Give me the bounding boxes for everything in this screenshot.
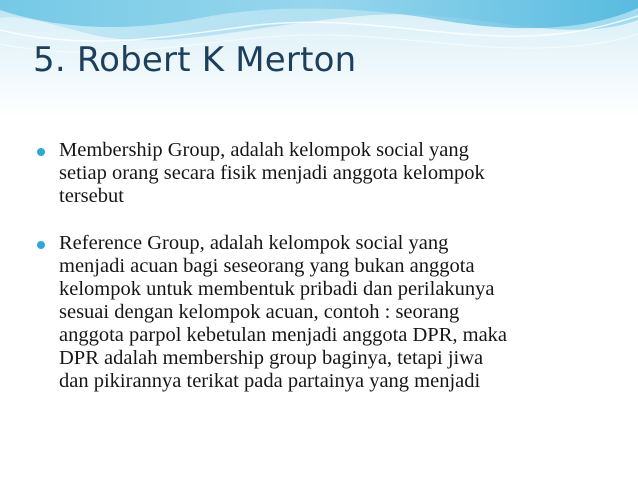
bullet-dot-icon	[37, 148, 45, 156]
slide-title: 5. Robert K Merton	[33, 40, 357, 80]
bullet-line: Reference Group, adalah kelompok social yang	[59, 232, 449, 254]
bullet-line: kelompok untuk membentuk pribadi dan perilakunya	[59, 278, 495, 300]
bullet-item-reference-group	[37, 232, 627, 393]
bullet-line: DPR adalah membership group baginya, tetapi jiwa	[59, 347, 484, 369]
bullet-line: dan pikirannya terikat pada partainya yang menjadi	[59, 370, 481, 392]
bullet-item-membership-group	[37, 139, 627, 208]
bullet-dot-icon	[37, 241, 45, 249]
bullet-line: setiap orang secara fisik menjadi anggota kelompok	[59, 162, 485, 184]
bullet-line: Membership Group, adalah kelompok social yang	[59, 139, 469, 161]
bullet-line: sesuai dengan kelompok acuan, contoh : seorang	[59, 301, 460, 323]
bullet-line: tersebut	[59, 185, 124, 207]
bullet-list	[37, 139, 627, 393]
bullet-line: menjadi acuan bagi seseorang yang bukan anggota	[59, 255, 475, 277]
bullet-line: anggota parpol kebetulan menjadi anggota DPR, maka	[59, 324, 508, 346]
